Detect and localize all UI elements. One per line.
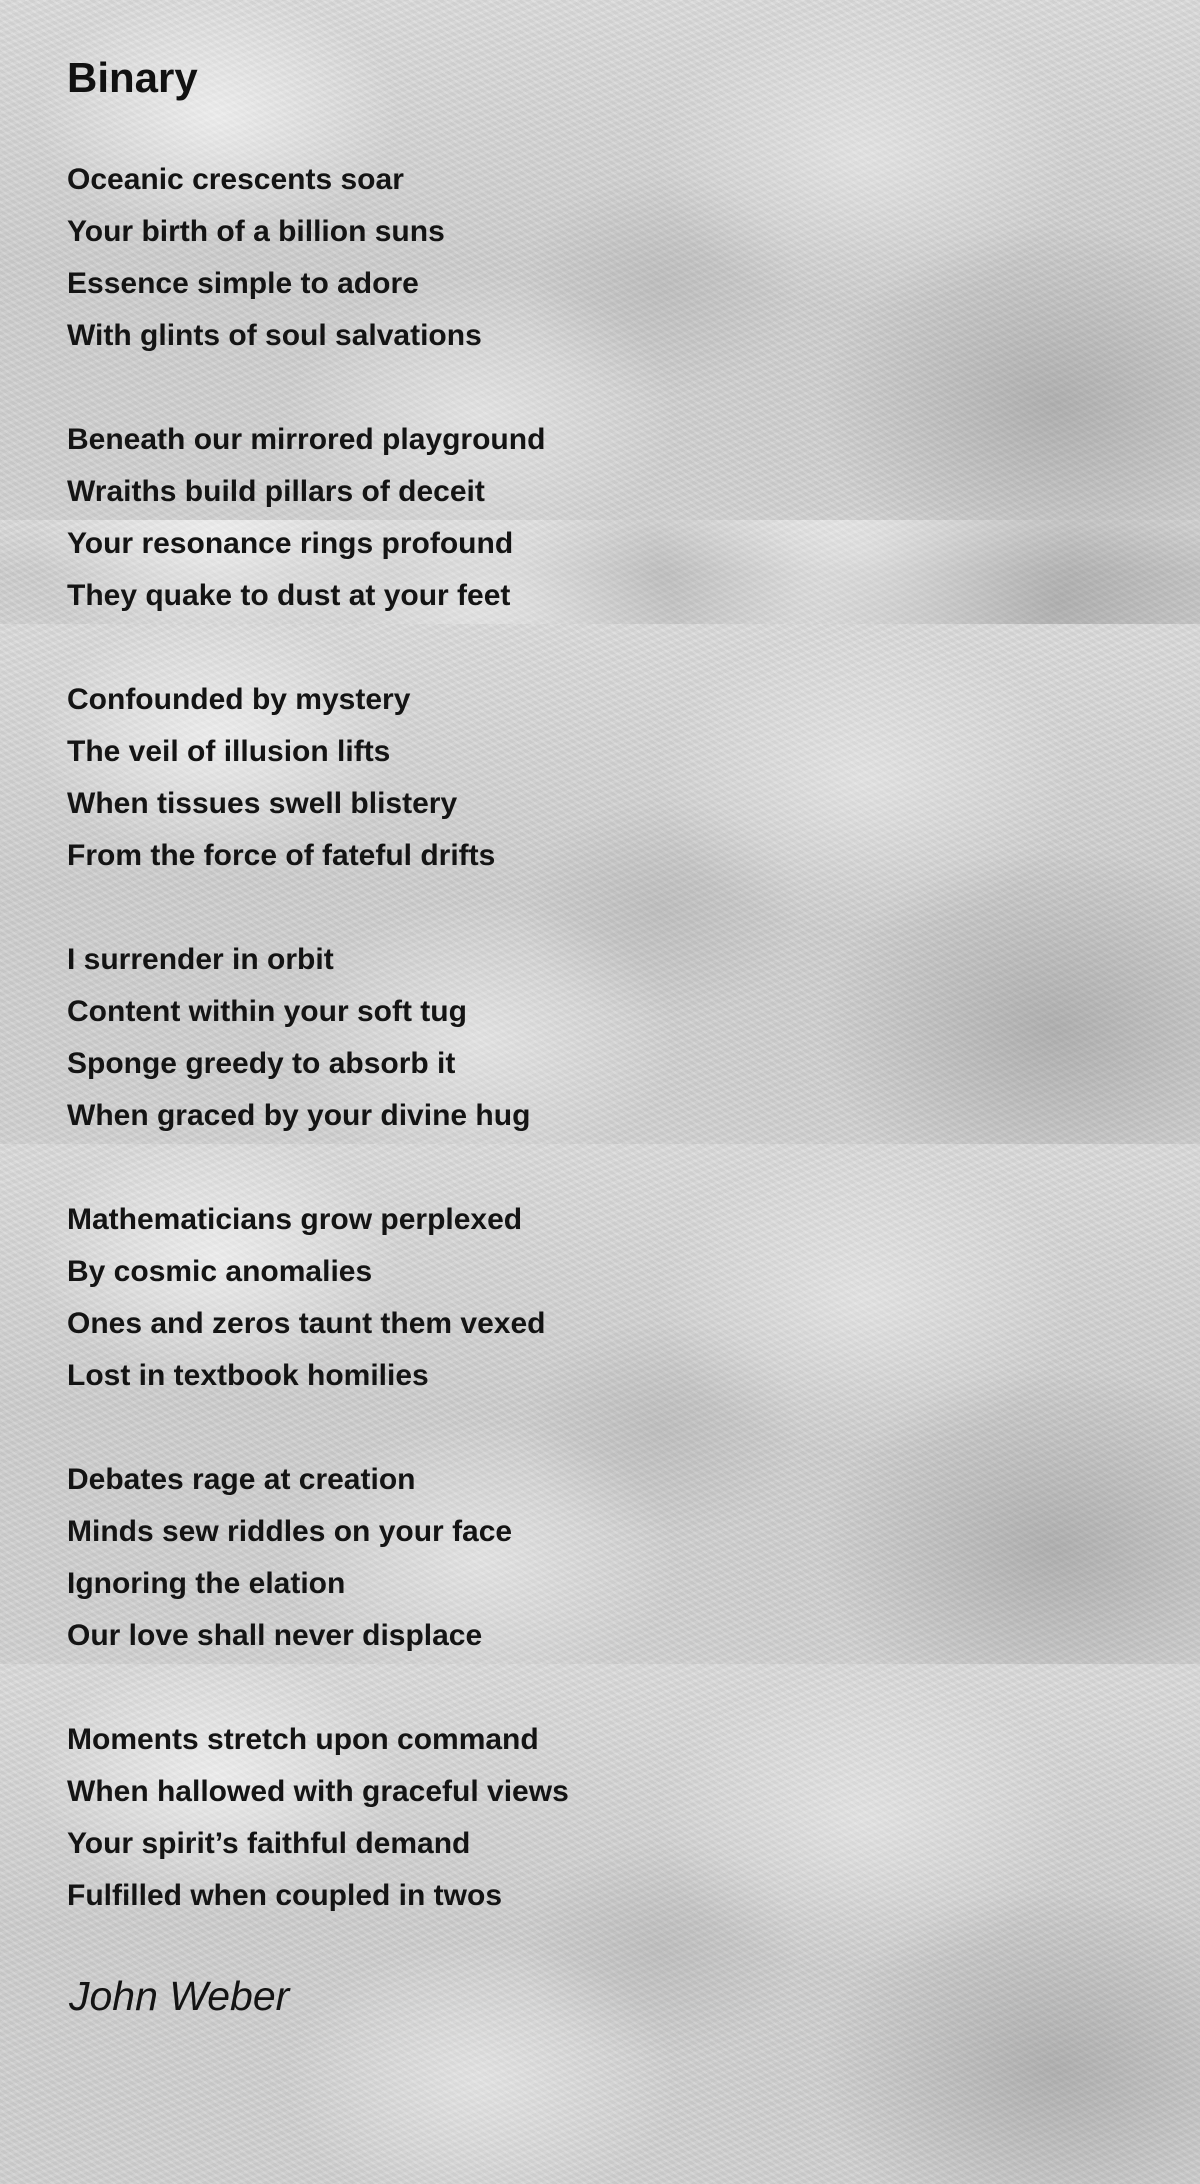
stanza (67, 674, 1147, 882)
poem-line: Moments stretch upon command (67, 1723, 539, 1756)
poem-line: Beneath our mirrored playground (67, 423, 546, 456)
poem-line: By cosmic anomalies (67, 1255, 373, 1288)
poem-line: With glints of soul salvations (67, 319, 482, 352)
poem-line: Your spirit’s faithful demand (67, 1827, 471, 1860)
poem-line: Our love shall never displace (67, 1619, 483, 1652)
poem-line: When hallowed with graceful views (67, 1775, 569, 1808)
poem-title: Binary (67, 54, 198, 101)
poem-line: Minds sew riddles on your face (67, 1515, 513, 1548)
poem-line: From the force of fateful drifts (67, 839, 496, 872)
poem-line: Oceanic crescents soar (67, 163, 404, 196)
poem-line: When graced by your divine hug (67, 1099, 531, 1132)
poem-line: Mathematicians grow perplexed (67, 1203, 523, 1236)
stanza (67, 1454, 1147, 1662)
poem-line: They quake to dust at your feet (67, 579, 511, 612)
poem-line: Ignoring the elation (67, 1567, 346, 1600)
stanza (67, 154, 1147, 362)
stanza (67, 1194, 1147, 1402)
stanza (67, 934, 1147, 1142)
poem-body (67, 154, 1147, 1922)
stanza (67, 1714, 1147, 1922)
poem-line: Debates rage at creation (67, 1463, 416, 1496)
poem-line: Ones and zeros taunt them vexed (67, 1307, 546, 1340)
poem-line: Your birth of a billion suns (67, 215, 445, 248)
poem-line: Lost in textbook homilies (67, 1359, 429, 1392)
poem-line: Content within your soft tug (67, 995, 467, 1028)
stanza (67, 414, 1147, 622)
poem-author: John Weber (69, 1973, 290, 2019)
poem-line: When tissues swell blistery (67, 787, 458, 820)
poem-line: Fulfilled when coupled in twos (67, 1879, 502, 1912)
poem-line: I surrender in orbit (67, 943, 334, 976)
poem-line: The veil of illusion lifts (67, 735, 391, 768)
poem-line: Your resonance rings profound (67, 527, 514, 560)
poem-line: Essence simple to adore (67, 267, 419, 300)
poem-line: Sponge greedy to absorb it (67, 1047, 456, 1080)
poem-line: Wraiths build pillars of deceit (67, 475, 485, 508)
poem-line: Confounded by mystery (67, 683, 411, 716)
poem-container (67, 52, 1147, 1974)
